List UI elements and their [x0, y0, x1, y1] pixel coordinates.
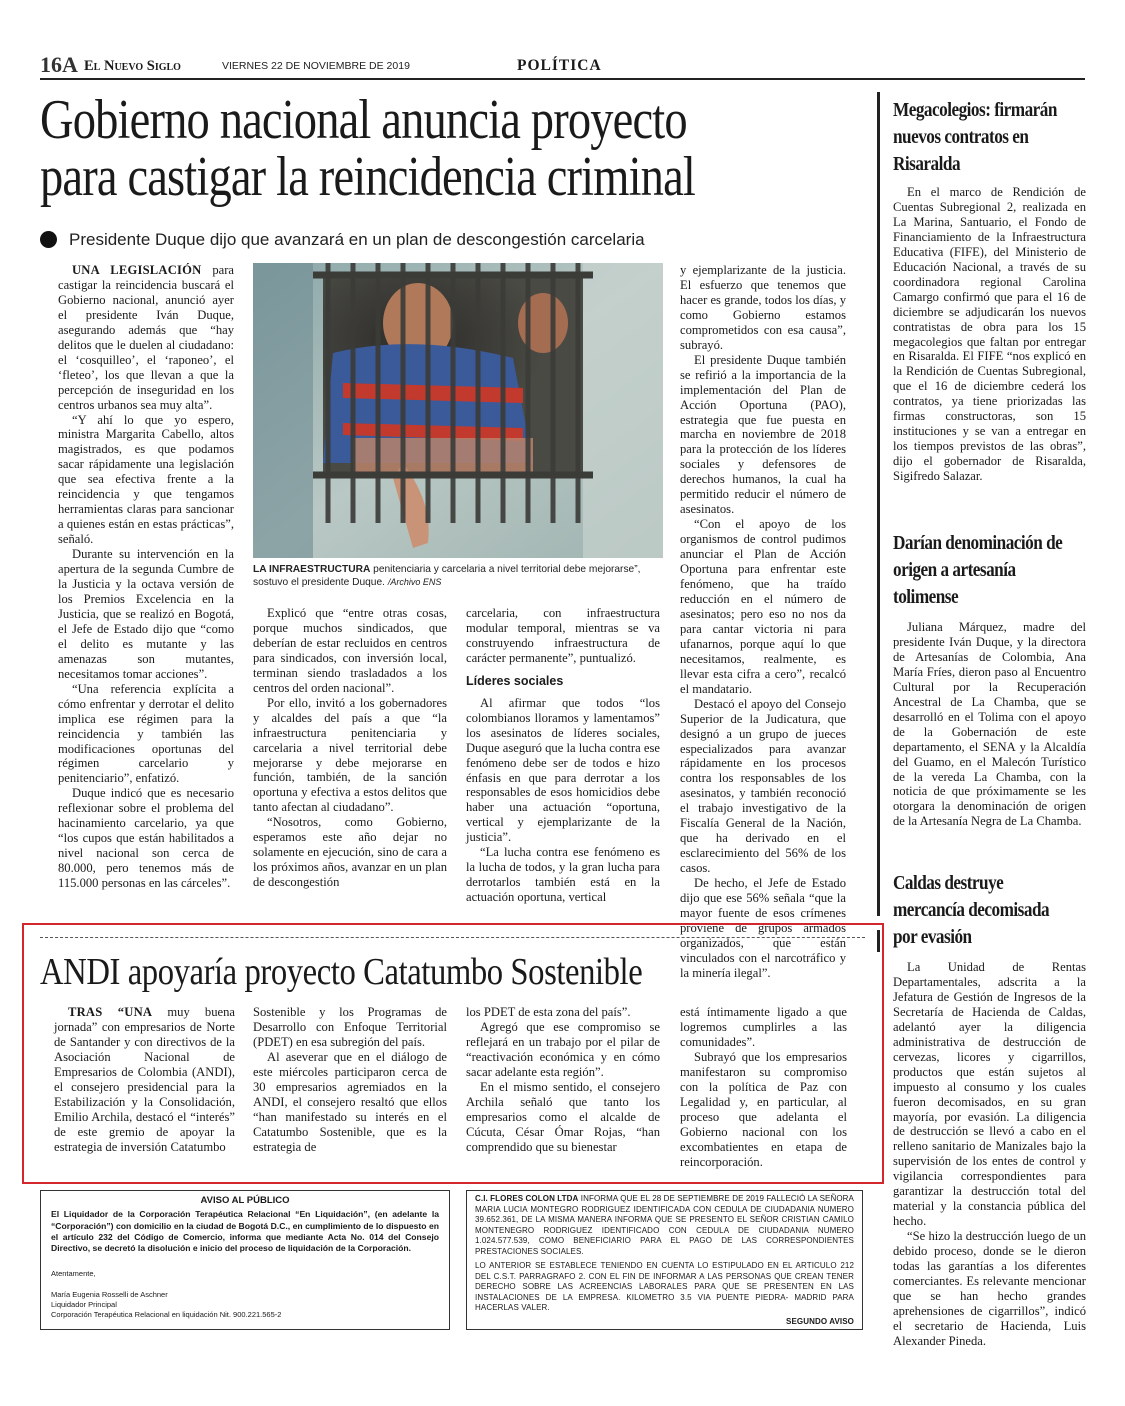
main-column-2: Explicó que “entre otras cosas, porque muchos sindicados, que deberían de estar recluidos en centros para sindicados, con inversión local, terminan siendo trasladados a los centros del orden nacional”. Por ello, invitó a los gobernadores y alcaldes del país a que “la infraestructura penitenciaria y carcelaria a nivel territorial debe mejorarse y debe mejorarse en función, también, de la sanción oportuna y efectiva a estos delitos que tanto afectan al ciudadano”. “Nosotros, como Gobierno, esperamos este año dejar no solamente en ejecución, sino de cara a los próximos años, avanzar en un plan de descongestión — [253, 606, 447, 890]
prison-photo — [253, 263, 663, 558]
page-header — [40, 52, 1085, 78]
main-headline — [40, 89, 737, 208]
main-column-1: UNA LEGISLACIÓN para castigar la reincidencia buscará el Gobierno nacional, anunció ayer el presidente Iván Duque, asegurando además que “hay delitos que le duelen al ciudadano: el ‘cosquilleo’, el ‘raponeo’, el ‘fleteo’, los que llevan a que la percepción de inseguridad en los centros urbanos sea muy alta”. “Y ahí lo que yo espero, ministra Margarita Cabello, altos magistrados, es que podamos sacar rápidamente una legislación que sea efectiva frente a la reincidencia y que tengamos herramientas claras para sancionar a quienes están en estas prácticas”, señaló. Durante su intervención en la apertura de la segunda Cumbre de la Justicia y la octava versión de los Premios Excelencia en la Justicia, que se realizó en Bogotá, el Jefe de Estado dijo que “como el delito es mutante y las amenazas son mutantes, necesitamos tomar acciones”. “Una referencia explícita a cómo enfrentar y derrotar el delito implica ese régimen para la reincidencia y también las modificaciones oportunas del régimen carcelario y penitenciario”, enfatizó. Duque indicó que es necesario reflexionar sobre el problema del hacinamiento carcelario, ya que “los cupos que están habilitados a nivel nacional son cerca de 80.000, pero tenemos más de 115.000 personas en las cárceles”. — [58, 263, 234, 891]
andi-headline: ANDI apoyaría proyecto Catatumbo Sostenible — [40, 951, 643, 993]
subtitle — [40, 230, 645, 250]
notice-body: El Liquidador de la Corporación Terapéutica Relacional “En Liquidación”, (en adelante la “Corporación”) con domicilio en la ciudad de Bogotá D.C., en cumplimiento de lo dispuesto en el artículo 232 del Código de Comercio, informa que mediante Acta No. 014 del Consejo Directivo, se decretó la disolución e inicio del proceso de liquidación de la Corporación. — [51, 1209, 439, 1254]
prison-bars-image — [253, 263, 663, 558]
headline-line-1: Gobierno nacional anuncia proyecto — [40, 89, 687, 151]
lead-in: UNA LEGISLACIÓN — [72, 263, 202, 277]
section-name: POLÍTICA — [517, 57, 602, 74]
notice-role: Liquidador Principal — [51, 1299, 117, 1309]
sidebar-rule — [877, 92, 880, 916]
header-rule — [40, 78, 1085, 80]
bullet-icon — [40, 231, 57, 248]
subtitle-text: Presidente Duque dijo que avanzará en un plan de descongestión carcelaria — [69, 230, 645, 249]
andi-column-1: TRAS “UNA muy buena jornada” con empresarios de Norte de Santander y con directivos de la Asociación Nacional de Empresarios de Colombia (ANDI), el consejero presidencial para la Estabilización y la Consolidación, Emilio Archila, destacó el “interés” de este gremio de apoyar la estrategia de inversión Catatumbo — [54, 1005, 236, 1154]
page-number: 16A — [40, 52, 78, 77]
main-column-4: y ejemplarizante de la justicia. El esfuerzo que tenemos que hacer es grande, todos los días, y como Gobierno estamos comprometidos con esa causa”, subrayó. El presidente Duque también se refirió a la importancia de la implementación del Plan de Acción Oportuna (PAO), estrategia que fue puesta en marcha en noviembre de 2018 para la protección de los líderes sociales y defensores de derechos humanos, la cual ha permitido reducir el número de asesinatos. “Con el apoyo de los organismos de control pudimos anunciar el Plan de Acción Oportuna para enfrentar este fenómeno, que ha traído reducción en el número de asesinatos; pero eso no nos da para cantar victoria ni para ufanarnos, porque aquí lo que necesitamos, realmente, es llevar esta cifra a cero”, recalcó el mandatario. Destacó el apoyo del Consejo Superior de la Judicatura, que designó a un grupo de jueces especializados para avanzar rápidamente en los procesos contra los responsables de los asesinatos, y también reconoció el trabajo investigativo de la Fiscalía General de la Nación, que ha derivado en el esclarecimiento del 56% de los casos. De hecho, el Jefe de Estado dijo que ese 56% señala “que la mayor fuente de esos crímenes proviene de grupos armados organizados, que están vinculados con el narcotráfico y la minería ilegal”. — [680, 263, 846, 980]
newspaper-name: El Nuevo Siglo — [84, 58, 181, 74]
sidebar-story-1-body: En el marco de Rendición de Cuentas Subregional 2, realizada en La Marina, Santuario, el Fondo de Financiamiento de la Infraestructura Educativa (FIFE), del Ministerio de Educación Nacional, a través de su coordinadora regional Carolina Camargo confirmó que para el 16 de diciembre se adjudicarán los nuevos contratistas de obra para los 15 megacolegios que faltan por entregar en Risaralda. El FIFE “nos explicó en la Rendición de Cuentas Subregional, que el 16 de diciembre cederá los contratos, ya tiene priorizadas las firmas constructoras, son 15 instituciones y se van a entregar en los tiempos previstos de las obras”, dijo el gobernador de Risaralda, Sigifredo Salazar. — [893, 185, 1086, 484]
sidebar-story-3-body: La Unidad de Rentas Departamentales, adscrita a la Jefatura de Gestión de Ingresos de la Secretaría de Hacienda de Caldas, adelantó ayer la diligencia administrativa de destrucción de cervezas, licores y cigarrillos, productos que están sujetos al impuesto al consumo y los cuales fueron decomisados, en su gran mayoría, por evasión. La diligencia de destrucción se llevó a cabo en el relleno sanitario de Manizales bajo la supervisión de los entes de control y vigilancia correspondientes para garantizar la destrucción total del material y la constancia pública del hecho. “Se hizo la destrucción luego de un debido proceso, donde se le dieron todas las garantías a los diferentes comerciantes. Es relevante mencionar que se han hecho grandes aprehensiones de cigarrillos”, indicó el secretario de Hacienda, Luis Alexander Pineda. — [893, 960, 1086, 1348]
sidebar-story-3-title: Caldas destruye mercancía decomisada por evasión — [893, 872, 1050, 948]
notice-org: Corporación Terapéutica Relacional en liquidación Nit. 900.221.565-2 — [51, 1309, 282, 1319]
company-name: C.I. FLORES COLON LTDA — [475, 1194, 579, 1203]
sidebar-story-1-title: Megacolegios: firmarán nuevos contratos en Risaralda — [893, 99, 1057, 175]
andi-column-2: Sostenible y los Programas de Desarrollo con Enfoque Territorial (PDET) en esa subregión del país. Al aseverar que en el diálogo de este miércoles participaron cerca de 30 empresarios agremiados en la ANDI, el consejero resaltó que ellos “han manifestado su interés en el Catatumbo Sostenible, que es la estrategia de — [253, 1005, 447, 1154]
headline-line-2: para castigar la reincidencia criminal — [40, 146, 695, 208]
notice-title: AVISO AL PÚBLICO — [200, 1195, 290, 1206]
notice-closing: Atentamente, — [51, 1269, 96, 1279]
andi-column-4: está íntimamente ligado a que logremos cumplirles a las comunidades”. Subrayó que los empresarios manifestaron su compromiso con la política de Paz con Legalidad y, en particular, al proceso que adelanta el Gobierno nacional con los excombatientes en etapa de reincorporación. — [680, 1005, 847, 1169]
subhead-lideres: Líderes sociales — [466, 673, 564, 688]
issue-date: VIERNES 22 DE NOVIEMBRE DE 2019 — [222, 60, 410, 72]
ad-paragraph-2: LO ANTERIOR SE ESTABLECE TENIENDO EN CUENTA LO ESTIPULADO EN EL ARTICULO 212 DEL C.S.T. PARRAGRAFO 2. CON EL FIN DE INFORMAR A LAS PERSONAS QUE CREAN TENER DERECHO SOBRE LAS ACREENCIAS LABORALES PARA QUE SE PRESENTEN EN LAS INSTALACIONES DE LA EMPRESA. KILOMETRO 3.5 VIA PUENTE PIEDRA- MADRID PARA HACERLAS VALER. — [475, 1261, 854, 1312]
photo-caption: LA INFRAESTRUCTURA penitenciaria y carcelaria a nivel territorial debe mejorarse”, sostuvo el presidente Duque. /Archivo ENS — [253, 564, 641, 588]
main-column-3: carcelaria, con infraestructura modular temporal, mientras se va construyendo infraestructura de carácter permanente”, puntualizó. Líderes sociales Al afirmar que todos “los colombianos lloramos y lamentamos” los asesinatos de líderes sociales, Duque aseguró que la lucha contra ese fenómeno debe ser de todos e hizo énfasis en que para derrotar a los responsables de esos homicidios debe haber una actuación “oportuna, vertical y ejemplarizante de la justicia”. “La lucha contra ese fenómeno es la lucha de todos, y la gran lucha para derrotarlos también está en la actuación oportuna, vertical — [466, 606, 660, 905]
ad-footer: SEGUNDO AVISO — [786, 1316, 854, 1326]
notice-signer: María Eugenia Rosselli de Aschner — [51, 1289, 168, 1299]
sidebar-rule-lower — [877, 930, 880, 952]
public-notice-ad — [40, 1190, 450, 1330]
caption-lead: LA INFRAESTRUCTURA — [253, 564, 371, 575]
photo-credit: /Archivo ENS — [387, 577, 442, 587]
ad-paragraph-1: C.I. FLORES COLON LTDA INFORMA QUE EL 28 DE SEPTIEMBRE DE 2019 FALLECIÓ LA SEÑORA MARIA LUCIA MONTEGRO RODRIGUEZ IDENTIFICADA CON CEDULA DE CIUDADANIA NUMERO 39.652.361, DE LA MISMA MANERA INFORMA QUE SE PRESENTO EL SEÑOR CRISTIAN CAMILO MONTENEGRO RODRIGUEZ IDENTIFICADO CON CEDULA DE CIUDADANIA NUMERO 1.024.577.539, COMO BENEFICIARIO PARA EL PAGO DE LAS CORRESPONDIENTES PRESTACIONES SOCIALES. — [475, 1194, 854, 1256]
flores-colon-ad — [466, 1190, 863, 1330]
andi-top-rule — [40, 937, 865, 938]
andi-column-3: los PDET de esta zona del país”. Agregó que ese compromiso se reflejará en un trabajo por el pilar de “reactivación económica y en cómo sacar adelante esta región”. En el mismo sentido, el consejero Archila señaló que tanto los empresarios como el alcalde de Cúcuta, César Ómar Rojas, “han comprendido que su bienestar — [466, 1005, 660, 1154]
sidebar-story-2-title: Darían denominación de origen a artesanía tolimense — [893, 532, 1063, 608]
sidebar-story-2-body: Juliana Márquez, madre del presidente Iván Duque, y la directora de Artesanías de Colombia, Ana María Fríes, dieron paso al Encuentro Cultural por la Recuperación Ancestral de La Chamba, que se desarrolló en el Tolima con el apoyo de la Gobernación de este departamento, el SENA y la Alcaldía del Guamo, en el Malecón Turístico de la vereda La Chamba, con la noticia de que próximamente se les otorgara la denominación de origen de la Artesanía Negra de La Chamba. — [893, 620, 1086, 829]
